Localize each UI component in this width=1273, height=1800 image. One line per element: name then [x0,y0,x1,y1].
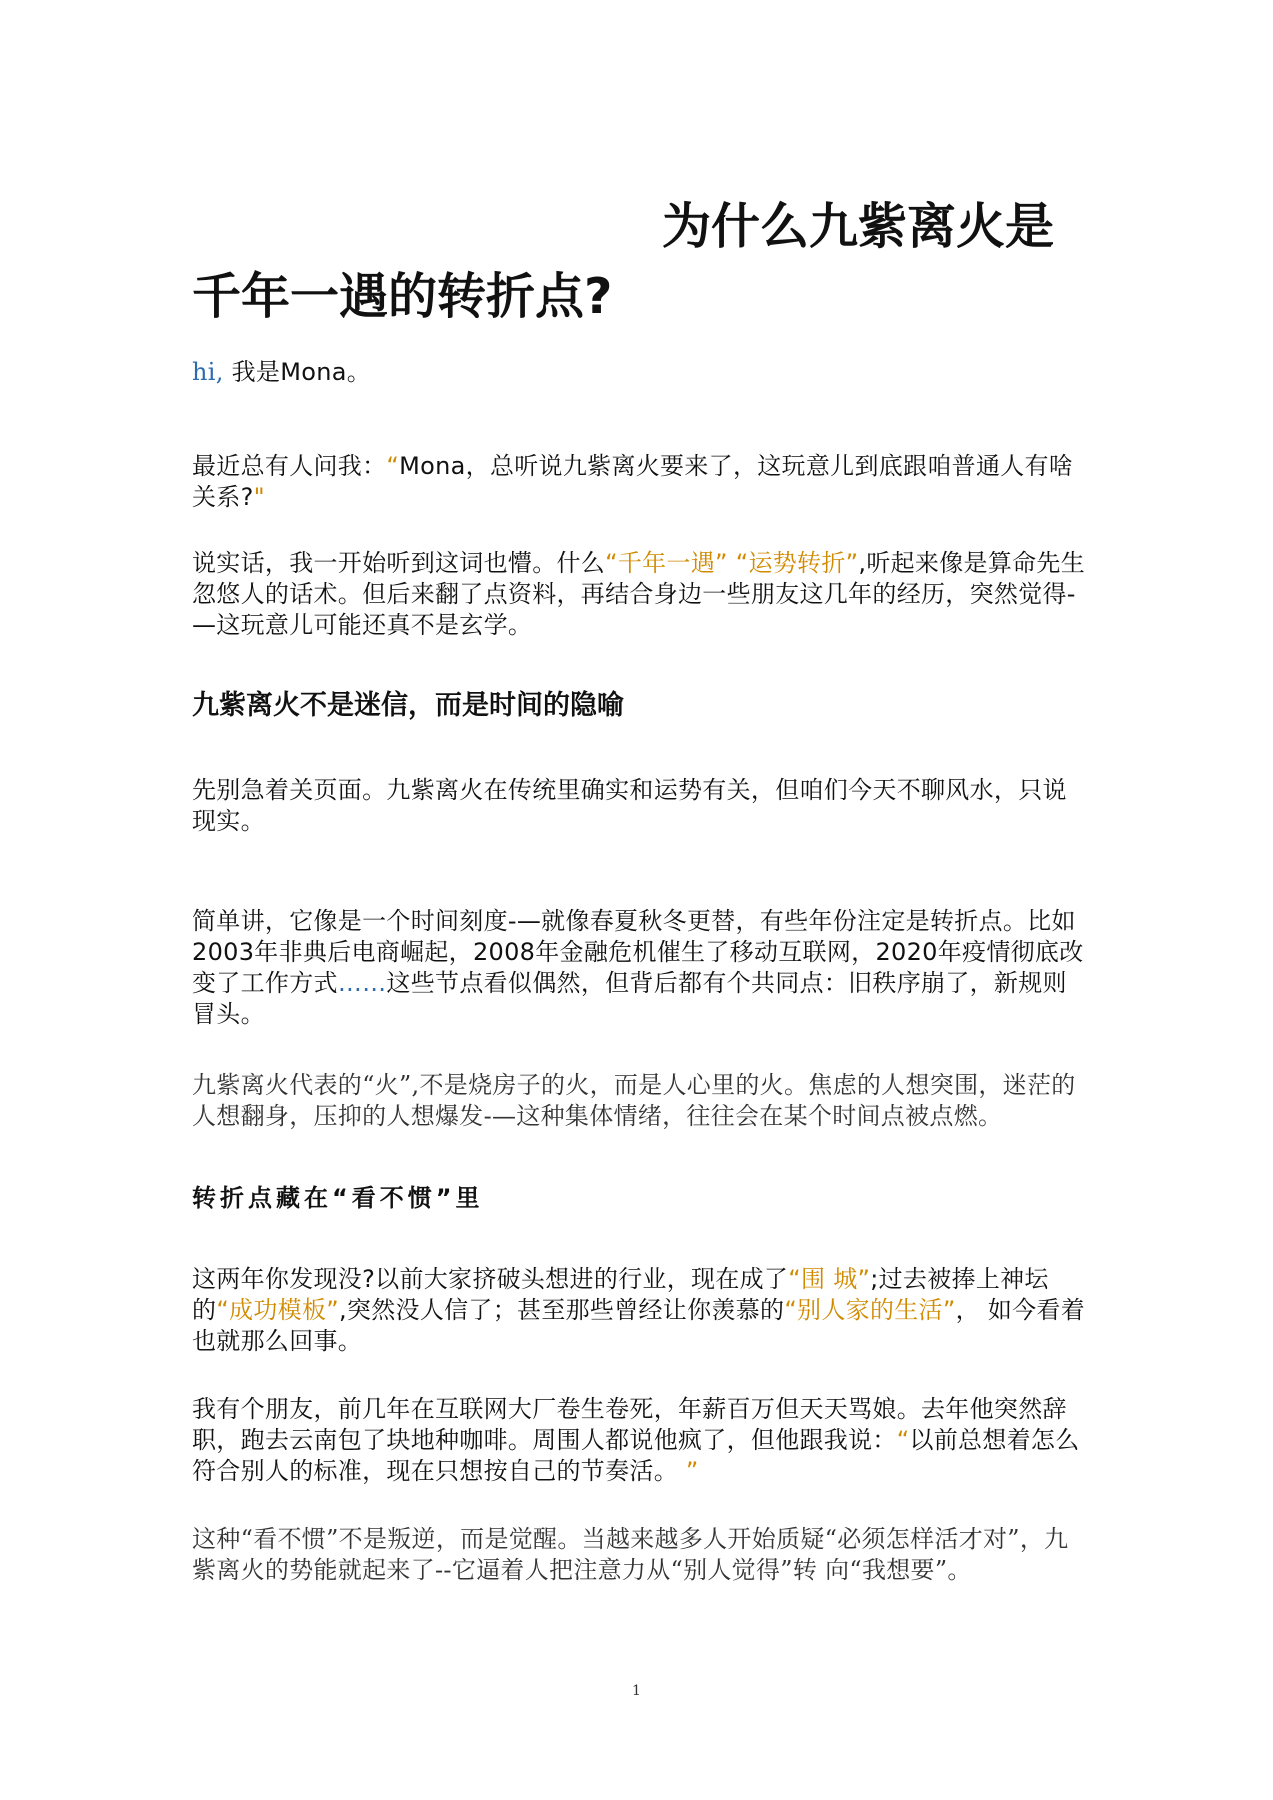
paragraph-6-text-b: ;过去被捧上神坛的 [192,1265,1049,1324]
quoted-phrase: “围 城” [788,1265,871,1293]
paragraph-2-text-a: 说实话，我一开始听到这词也懵。什么 [192,549,606,577]
paragraph-7-text-b: 以前总想着怎么符合别人的标准，现在只想按自己的节奏活。 [192,1426,1080,1485]
quote-mark-open: “ [386,452,400,480]
quote-mark-close: ” [678,1457,699,1485]
paragraph-2 [192,548,1087,641]
quoted-phrase: “运势转折” [735,549,859,577]
paragraph-1-text-b: Mona，总听说九紫离火要来了，这玩意儿到底跟咱普通人有啥关系? [192,452,1074,511]
intro-paragraph [192,357,1087,388]
paragraph-3: 先别急着关页面。九紫离火在传统里确实和运势有关，但咱们今天不聊风水，只说现实。 [192,776,1067,835]
paragraph-6-text-d: ， 如今看着也就那么回事。 [192,1296,1086,1355]
paragraph-2-space [728,549,736,577]
section-heading-1: 九紫离火不是迷信，而是时间的隐喻 [192,690,624,721]
title-line-2: 千年一遇的转折点? [192,268,613,325]
quoted-phrase: “千年一遇” [605,549,728,577]
paragraph-7-text-a: 我有个朋友，前几年在互联网大厂卷生卷死，年薪百万但天天骂娘。去年他突然辞职，跑去云南包了块地种咖啡。周围人都说他疯了，但他跟我说： [192,1395,1067,1454]
page-title [192,192,1082,332]
paragraph-2-text-b: ,听起来像是算命先生忽悠人的话术。但后来翻了点资料，再结合身边一些朋友这几年的经历，突然觉得-—这玩意儿可能还真不是玄学。 [192,549,1086,639]
paragraph-6 [192,1264,1087,1357]
paragraph-6-text-a: 这两年你发现没?以前大家挤破头想进的行业，现在成了 [192,1265,789,1293]
ellipsis: …… [337,969,387,997]
paragraph-4 [192,906,1087,1030]
paragraph-1-text-a: 最近总有人问我： [192,452,387,480]
intro-rest: 我是Mona。 [223,358,372,386]
paragraph-7 [192,1394,1087,1487]
paragraph-6-text-c: ,突然没人信了；甚至那些曾经让你羡慕的 [338,1296,785,1324]
paragraph-4-text-b: 这些节点看似偶然，但背后都有个共同点：旧秩序崩了，新规则冒头。 [192,969,1067,1028]
page-number: 1 [632,1683,641,1699]
paragraph-1 [192,451,1087,513]
intro-hi: hi, [192,358,224,386]
paragraph-4-text-a: 简单讲，它像是一个时间刻度-—就像春夏秋冬更替，有些年份注定是转折点。比如2003年非典后电商崛起，2008年金融危机催生了移动互联网，2020年疫情彻底改变了工作方式 [192,907,1084,997]
section-heading-2: 转折点藏在“看不惯”里 [192,1184,484,1212]
paragraph-8: 这种“看不惯”不是叛逆，而是觉醒。当越来越多人开始质疑“必须怎样活才对”，九紫离火的势能就起来了--它逼着人把注意力从“别人觉得”转 向“我想要”。 [192,1525,1069,1584]
quote-mark-open: “ [896,1426,910,1454]
quote-mark-close: " [253,483,265,511]
title-line-1: 为什么九紫离火是 [662,198,1055,255]
quoted-phrase: “成功模板” [216,1296,339,1324]
quoted-phrase: “别人家的生活” [784,1296,956,1324]
paragraph-5: 九紫离火代表的“火”,不是烧房子的火，而是人心里的火。焦虑的人想突围，迷茫的人想翻身，压抑的人想爆发-—这种集体情绪，往往会在某个时间点被点燃。 [192,1071,1076,1130]
